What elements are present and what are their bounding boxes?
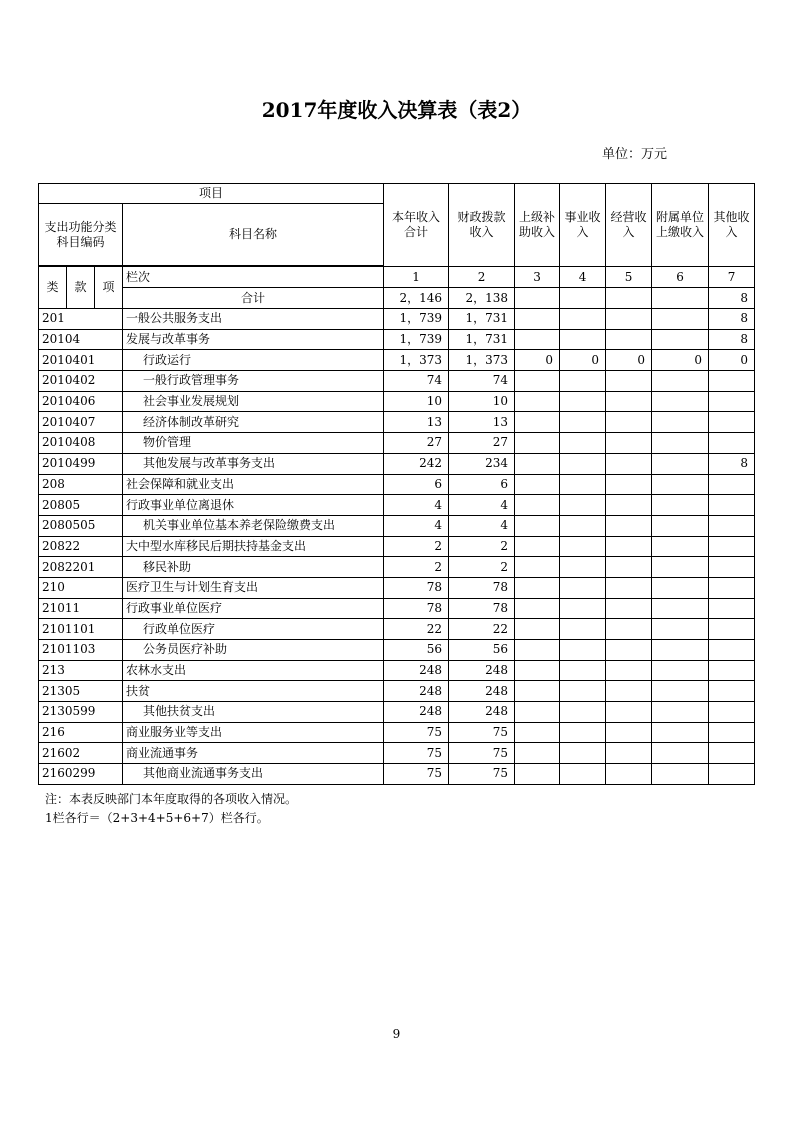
row-name: 商业服务业等支出 [123, 722, 384, 743]
row-value [515, 309, 560, 330]
row-value: 1，731 [449, 329, 515, 350]
table-row [39, 619, 755, 640]
row-value [606, 640, 652, 661]
row-value: 2 [384, 536, 449, 557]
row-value [652, 660, 709, 681]
row-value: 27 [449, 433, 515, 454]
row-value [652, 598, 709, 619]
row-value [652, 515, 709, 536]
row-code: 208 [39, 474, 123, 495]
header-col-5: 经营收入 [606, 184, 652, 267]
row-value [709, 536, 755, 557]
row-code: 20104 [39, 329, 123, 350]
row-value: 74 [449, 371, 515, 392]
row-value [709, 722, 755, 743]
row-name: 一般公共服务支出 [123, 309, 384, 330]
header-lei: 类 [39, 267, 67, 309]
row-value [560, 660, 606, 681]
row-value [652, 640, 709, 661]
table-row [39, 474, 755, 495]
row-value [652, 681, 709, 702]
row-value [560, 681, 606, 702]
row-value [709, 619, 755, 640]
row-value [515, 640, 560, 661]
row-value [709, 640, 755, 661]
row-name: 机关事业单位基本养老保险缴费支出 [123, 515, 384, 536]
row-value: 10 [449, 391, 515, 412]
row-value: 8 [709, 329, 755, 350]
row-value [515, 515, 560, 536]
row-value: 0 [560, 350, 606, 371]
row-value: 4 [384, 495, 449, 516]
row-value: 75 [449, 743, 515, 764]
row-name: 其他发展与改革事务支出 [123, 453, 384, 474]
row-value [652, 391, 709, 412]
row-code: 21011 [39, 598, 123, 619]
row-value: 1，739 [384, 329, 449, 350]
row-value [560, 391, 606, 412]
row-value: 248 [384, 660, 449, 681]
row-value [560, 329, 606, 350]
row-value [560, 453, 606, 474]
header-col-3: 上级补助收入 [515, 184, 560, 267]
row-value: 75 [449, 722, 515, 743]
row-value [652, 722, 709, 743]
table-row [39, 702, 755, 723]
row-value [515, 412, 560, 433]
row-value: 78 [449, 577, 515, 598]
row-value [606, 619, 652, 640]
row-value [515, 743, 560, 764]
row-value: 78 [384, 577, 449, 598]
row-value [709, 660, 755, 681]
row-value: 242 [384, 453, 449, 474]
table-row [39, 350, 755, 371]
row-name: 农林水支出 [123, 660, 384, 681]
row-value [606, 660, 652, 681]
row-code: 213 [39, 660, 123, 681]
row-value [709, 577, 755, 598]
row-value [652, 433, 709, 454]
table-row [39, 329, 755, 350]
row-value [606, 764, 652, 785]
row-value: 248 [384, 681, 449, 702]
col-index-2: 2 [449, 267, 515, 288]
row-name: 行政事业单位离退休 [123, 495, 384, 516]
row-value: 2 [449, 536, 515, 557]
row-value: 4 [449, 495, 515, 516]
table-row [39, 309, 755, 330]
row-value [606, 702, 652, 723]
row-value: 1，373 [449, 350, 515, 371]
row-value [709, 371, 755, 392]
row-value: 6 [449, 474, 515, 495]
row-value: 248 [449, 660, 515, 681]
row-value [515, 619, 560, 640]
table-row [39, 495, 755, 516]
row-value [606, 598, 652, 619]
row-value [606, 329, 652, 350]
table-row [39, 557, 755, 578]
row-value: 2 [384, 557, 449, 578]
row-value [560, 619, 606, 640]
table-row [39, 536, 755, 557]
row-code: 21305 [39, 681, 123, 702]
row-code: 2101101 [39, 619, 123, 640]
total-value [606, 288, 652, 309]
row-value: 0 [709, 350, 755, 371]
row-value: 75 [384, 764, 449, 785]
row-value [709, 433, 755, 454]
total-value [515, 288, 560, 309]
page-title: 2017年度收入决算表（表2） [261, 98, 532, 122]
table-row [39, 371, 755, 392]
row-value [560, 598, 606, 619]
table-row [39, 681, 755, 702]
table-row [39, 743, 755, 764]
row-value [709, 474, 755, 495]
header-col-1: 本年收入合计 [384, 184, 449, 267]
row-value [606, 743, 652, 764]
row-name: 扶贫 [123, 681, 384, 702]
row-value: 0 [515, 350, 560, 371]
row-value [652, 743, 709, 764]
row-value [709, 702, 755, 723]
row-value [560, 577, 606, 598]
row-name: 大中型水库移民后期扶持基金支出 [123, 536, 384, 557]
table-row [39, 412, 755, 433]
row-value [515, 495, 560, 516]
row-value [606, 433, 652, 454]
row-name: 其他扶贫支出 [123, 702, 384, 723]
row-value: 4 [449, 515, 515, 536]
row-code: 2010406 [39, 391, 123, 412]
row-name: 商业流通事务 [123, 743, 384, 764]
row-value [515, 660, 560, 681]
header-kuan: 款 [67, 267, 95, 309]
row-code: 2080505 [39, 515, 123, 536]
total-value: 2，146 [384, 288, 449, 309]
row-value [515, 474, 560, 495]
row-value [606, 309, 652, 330]
total-value [560, 288, 606, 309]
total-value [652, 288, 709, 309]
header-col-6: 附属单位上缴收入 [652, 184, 709, 267]
row-value [709, 557, 755, 578]
row-value [560, 557, 606, 578]
row-value [652, 329, 709, 350]
row-value [515, 536, 560, 557]
row-value [606, 557, 652, 578]
row-value [515, 702, 560, 723]
unit-label: 单位：万元 [602, 147, 668, 162]
header-item: 项目 [39, 184, 384, 204]
row-value: 248 [449, 702, 515, 723]
header-name-label: 科目名称 [123, 204, 384, 266]
col-index-3: 3 [515, 267, 560, 288]
total-value: 8 [709, 288, 755, 309]
row-value [606, 474, 652, 495]
row-value: 6 [384, 474, 449, 495]
row-code: 2101103 [39, 640, 123, 661]
row-value: 234 [449, 453, 515, 474]
row-code: 2010401 [39, 350, 123, 371]
row-code: 2010499 [39, 453, 123, 474]
row-value: 22 [449, 619, 515, 640]
row-value: 13 [449, 412, 515, 433]
row-code: 2010408 [39, 433, 123, 454]
row-value [709, 743, 755, 764]
row-value [515, 433, 560, 454]
row-value [606, 453, 652, 474]
row-value: 2 [449, 557, 515, 578]
row-value [606, 495, 652, 516]
row-name: 其他商业流通事务支出 [123, 764, 384, 785]
total-value: 2，138 [449, 288, 515, 309]
row-name: 经济体制改革研究 [123, 412, 384, 433]
row-value [560, 536, 606, 557]
row-value [560, 474, 606, 495]
table-row [39, 598, 755, 619]
row-value: 78 [384, 598, 449, 619]
row-value [606, 412, 652, 433]
col-index-7: 7 [709, 267, 755, 288]
row-value [560, 515, 606, 536]
row-code: 20805 [39, 495, 123, 516]
row-value [709, 681, 755, 702]
row-value [606, 371, 652, 392]
row-value [515, 453, 560, 474]
row-value: 22 [384, 619, 449, 640]
row-value: 56 [384, 640, 449, 661]
row-value: 74 [384, 371, 449, 392]
row-code: 2010407 [39, 412, 123, 433]
row-value [515, 681, 560, 702]
row-value: 75 [384, 743, 449, 764]
notes [45, 790, 297, 828]
row-value [560, 371, 606, 392]
row-value [560, 640, 606, 661]
row-value: 8 [709, 453, 755, 474]
row-value: 56 [449, 640, 515, 661]
row-value [652, 495, 709, 516]
header-col-2: 财政拨款收入 [449, 184, 515, 267]
col-index-6: 6 [652, 267, 709, 288]
row-value [560, 495, 606, 516]
row-value [652, 577, 709, 598]
table-row [39, 515, 755, 536]
row-value [515, 329, 560, 350]
row-value [652, 536, 709, 557]
table-row [39, 433, 755, 454]
row-value: 78 [449, 598, 515, 619]
row-name: 一般行政管理事务 [123, 371, 384, 392]
row-code: 216 [39, 722, 123, 743]
table-row [39, 660, 755, 681]
table-body [39, 309, 755, 785]
row-name: 物价管理 [123, 433, 384, 454]
row-code: 20822 [39, 536, 123, 557]
header-xiang: 项 [95, 267, 123, 309]
row-value [606, 577, 652, 598]
col-index-1: 1 [384, 267, 449, 288]
row-value [652, 702, 709, 723]
row-value [515, 391, 560, 412]
col-index-4: 4 [560, 267, 606, 288]
row-value [652, 474, 709, 495]
row-value [709, 515, 755, 536]
total-label: 合计 [123, 288, 384, 309]
row-value [560, 722, 606, 743]
page-number: 9 [392, 1027, 401, 1041]
row-code: 2010402 [39, 371, 123, 392]
row-value: 1，731 [449, 309, 515, 330]
row-name: 行政单位医疗 [123, 619, 384, 640]
row-code: 2160299 [39, 764, 123, 785]
row-code: 21602 [39, 743, 123, 764]
income-table [38, 183, 755, 785]
header-lanci: 栏次 [123, 267, 384, 288]
row-value [560, 412, 606, 433]
table-row [39, 453, 755, 474]
row-value: 0 [652, 350, 709, 371]
table-row [39, 764, 755, 785]
row-value: 1，739 [384, 309, 449, 330]
row-name: 社会保障和就业支出 [123, 474, 384, 495]
row-value [652, 764, 709, 785]
table-row [39, 577, 755, 598]
row-value [652, 619, 709, 640]
row-value: 75 [384, 722, 449, 743]
row-value: 13 [384, 412, 449, 433]
row-name: 公务员医疗补助 [123, 640, 384, 661]
row-value: 8 [709, 309, 755, 330]
row-value [560, 433, 606, 454]
row-value [560, 309, 606, 330]
row-value [606, 681, 652, 702]
row-value [560, 764, 606, 785]
row-value [515, 371, 560, 392]
note-line: 1栏各行＝（2+3+4+5+6+7）栏各行。 [45, 811, 269, 825]
row-value [606, 391, 652, 412]
row-value: 27 [384, 433, 449, 454]
row-value [709, 764, 755, 785]
header-code-label: 支出功能分类科目编码 [39, 204, 123, 266]
row-value [515, 577, 560, 598]
note-line: 注：本表反映部门本年度取得的各项收入情况。 [45, 792, 298, 806]
col-index-5: 5 [606, 267, 652, 288]
table-row [39, 722, 755, 743]
row-value [652, 309, 709, 330]
row-name: 医疗卫生与计划生育支出 [123, 577, 384, 598]
row-value [709, 391, 755, 412]
row-code: 201 [39, 309, 123, 330]
row-name: 行政运行 [123, 350, 384, 371]
row-value [515, 598, 560, 619]
table-row [39, 391, 755, 412]
row-name: 行政事业单位医疗 [123, 598, 384, 619]
row-value [652, 453, 709, 474]
row-value [515, 764, 560, 785]
row-value [515, 722, 560, 743]
row-code: 2082201 [39, 557, 123, 578]
header-col-4: 事业收入 [560, 184, 606, 267]
row-value [606, 722, 652, 743]
row-value: 1，373 [384, 350, 449, 371]
row-value: 248 [449, 681, 515, 702]
row-value: 248 [384, 702, 449, 723]
row-code: 2130599 [39, 702, 123, 723]
row-value [652, 371, 709, 392]
row-value [560, 743, 606, 764]
row-value [515, 557, 560, 578]
row-value: 0 [606, 350, 652, 371]
row-value [560, 702, 606, 723]
row-value: 75 [449, 764, 515, 785]
row-value: 4 [384, 515, 449, 536]
row-value: 10 [384, 391, 449, 412]
row-value [652, 557, 709, 578]
row-code: 210 [39, 577, 123, 598]
row-value [709, 598, 755, 619]
row-value [652, 412, 709, 433]
row-value [606, 536, 652, 557]
row-value [606, 515, 652, 536]
row-value [709, 495, 755, 516]
row-name: 发展与改革事务 [123, 329, 384, 350]
table-row [39, 640, 755, 661]
row-name: 移民补助 [123, 557, 384, 578]
row-value [709, 412, 755, 433]
header-col-7: 其他收入 [709, 184, 755, 267]
row-name: 社会事业发展规划 [123, 391, 384, 412]
